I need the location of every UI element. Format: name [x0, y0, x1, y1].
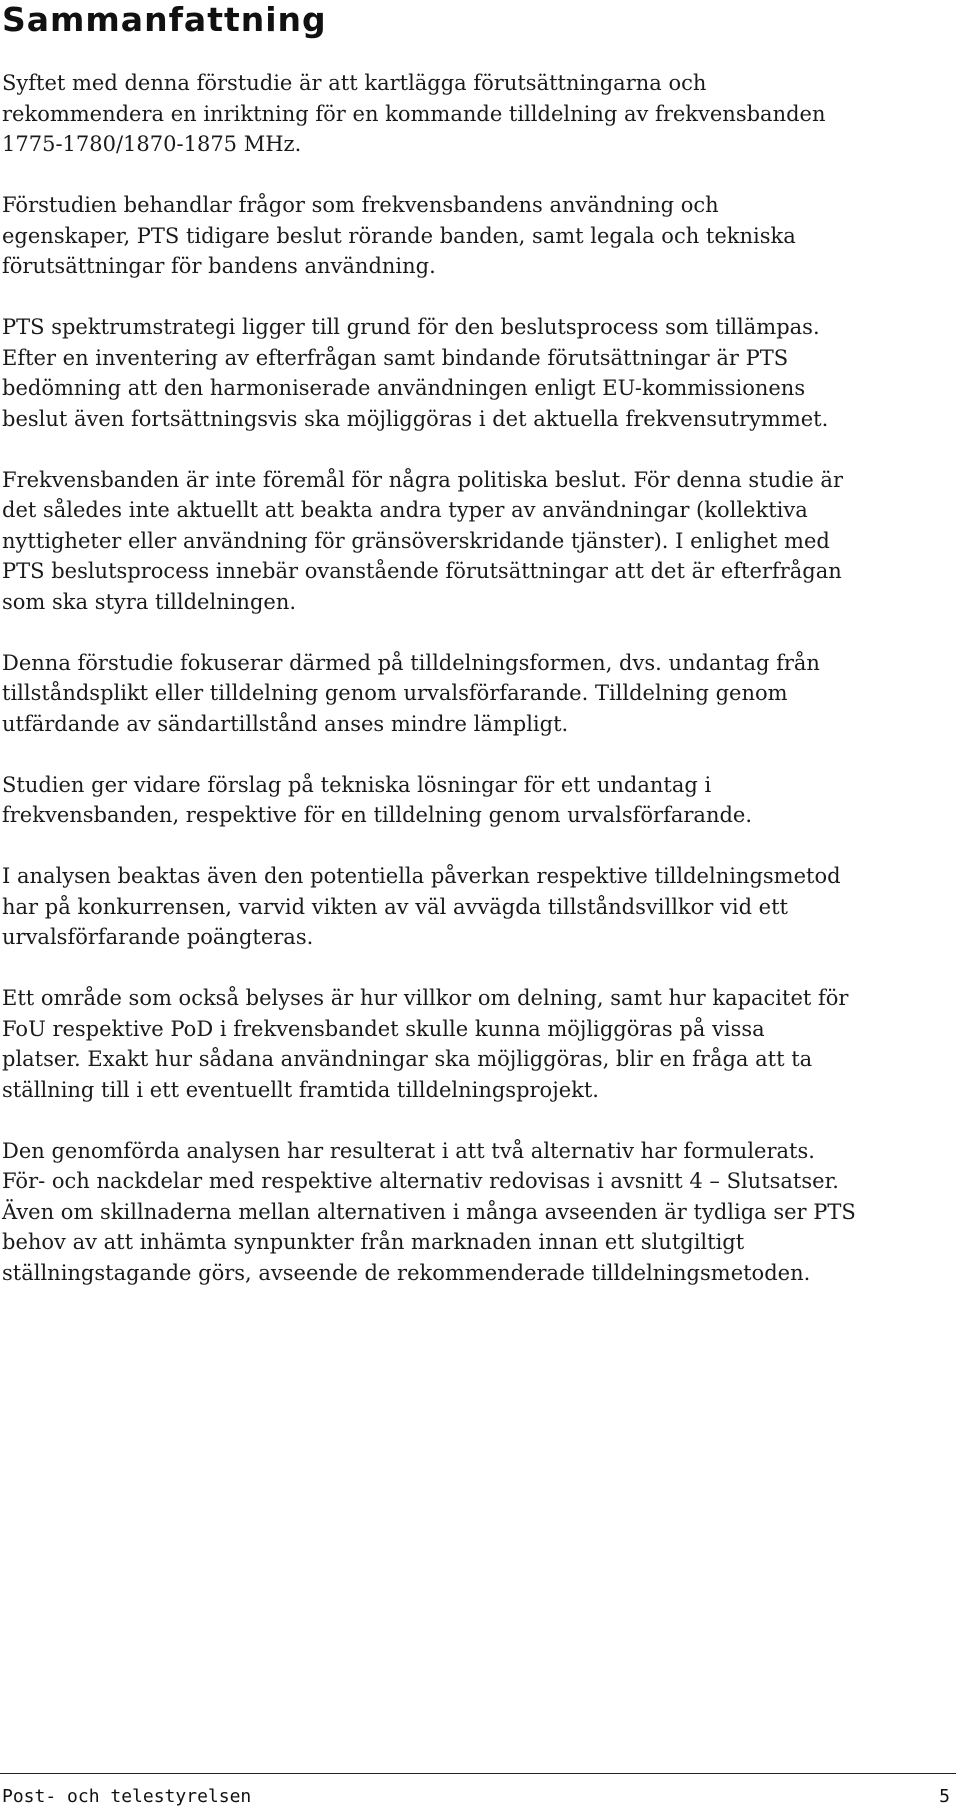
- paragraph-sharing: Ett område som också belyses är hur villkor om delning, samt hur kapacitet för FoU respektive PoD i frekvensbandet skulle kunna möjliggöras på vissa platser. Exakt hur sådana användningar ska möjliggöras, blir en fråga att ta ställning till i ett eventuellt framtida tilldelningsprojekt.: [2, 986, 849, 1102]
- paragraph-competition: I analysen beaktas även den potentiella påverkan respektive tilldelningsmetod har på konkurrensen, varvid vikten av väl avvägda tillståndsvillkor vid ett urvalsförfarande poängteras.: [2, 864, 841, 949]
- paragraph-assessment: Efter en inventering av efterfrågan samt bindande förutsättningar är PTS bedömning att den harmoniserade användningen enligt EU-kommissionens beslut även fortsättningsvis ska möjliggöras i det aktuella frekvensutrymmet.: [2, 345, 829, 431]
- paragraph-focus: Denna förstudie fokuserar därmed på tilldelningsformen, dvs. undantag från tillståndsplikt eller tilldelning genom urvalsförfarande. Tilldelning genom utfärdande av sändartillstånd anses mindre lämpligt.: [2, 650, 820, 736]
- paragraph-purpose: Syftet med denna förstudie är att kartlägga förutsättningarna och rekommendera en inriktning för en kommande tilldelning av frekvensbanden 1775-1780/1870-1875 MHz.: [2, 71, 826, 156]
- paragraph-alternatives: Den genomförda analysen har resulterat i att två alternativ har formulerats. För- och nackdelar med respektive alternativ redovisas i avsnitt 4 – Slutsatser. Även om skillnaderna mellan alternativen i många avseenden är tydliga ser PTS behov av att inhämta synpunkter från marknaden innan ett slutgiltigt ställningstagande görs, avseende de rekommenderade tilldelningsmetoden.: [2, 1138, 856, 1285]
- paragraph-technical: Studien ger vidare förslag på tekniska lösningar för ett undantag i frekvensbanden, respektive för en tilldelning genom urvalsförfarande.: [2, 772, 753, 827]
- summary-body: [2, 68, 952, 1319]
- paragraph-scope: Förstudien behandlar frågor som frekvensbandens användning och egenskaper, PTS tidigare beslut rörande banden, samt legala och tekniska förutsättningar för bandens användning.: [2, 193, 796, 278]
- footer-divider: [0, 1773, 956, 1774]
- paragraph-political: Frekvensbanden är inte föremål för några politiska beslut. För denna studie är det således inte aktuellt att beakta andra typer av användningar (kollektiva nyttigheter eller användning för gränsöverskridande tjänster). I enlighet med PTS beslutsprocess innebär ovanstående förutsättningar att det är efterfrågan som ska styra tilldelningen.: [2, 467, 843, 614]
- paragraph-strategy: PTS spektrumstrategi ligger till grund för den beslutsprocess som tillämpas.: [2, 315, 820, 339]
- section-heading: Sammanfattning: [2, 0, 327, 39]
- page-number: 5: [939, 1786, 950, 1807]
- footer-organization: Post- och telestyrelsen: [2, 1786, 252, 1807]
